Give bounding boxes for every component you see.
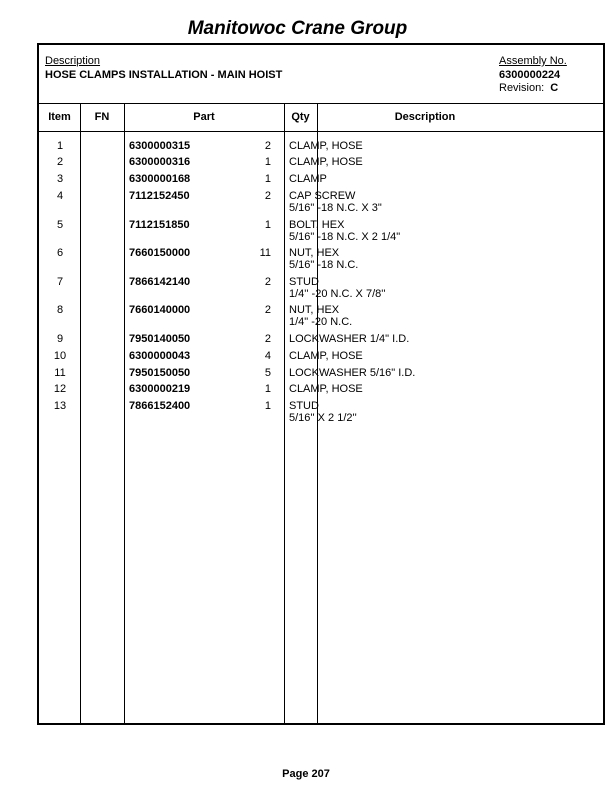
item-number: 10 xyxy=(53,350,67,362)
quantity: 5 xyxy=(264,367,271,379)
part-description xyxy=(289,304,352,328)
item-number: 11 xyxy=(54,367,66,379)
part-number: 7866142140 xyxy=(129,276,191,288)
description-line-1: CLAMP, HOSE xyxy=(289,350,363,362)
part-number: 7950150050 xyxy=(129,367,191,379)
quantity: 2 xyxy=(264,333,271,345)
part-number: 6300000219 xyxy=(129,383,191,395)
quantity: 1 xyxy=(264,219,271,231)
part-number: 6300000043 xyxy=(129,350,191,362)
part-description xyxy=(289,219,400,243)
column-header-qty: Qty xyxy=(291,111,310,123)
description-line-1: BOLT, HEX xyxy=(289,219,345,231)
item-number: 13 xyxy=(53,400,67,412)
description-label: Description xyxy=(45,55,101,67)
page-number: Page 207 xyxy=(282,768,330,780)
description-line-1: CAP SCREW xyxy=(289,190,356,202)
description-line-2: 5/16" -18 N.C. xyxy=(289,259,359,271)
column-header-description: Description xyxy=(394,111,456,123)
description-line-1: STUD xyxy=(289,276,319,288)
part-description xyxy=(289,140,363,152)
description-line-2: 5/16" -18 N.C. X 2 1/4" xyxy=(289,231,401,243)
column-divider xyxy=(124,104,125,723)
item-number: 9 xyxy=(56,333,64,345)
column-divider xyxy=(284,104,285,723)
column-header-fn: FN xyxy=(94,111,110,123)
column-header-part: Part xyxy=(193,111,215,123)
description-line-1: STUD xyxy=(289,400,319,412)
part-number: 7660150000 xyxy=(129,247,191,259)
item-number: 7 xyxy=(56,276,64,288)
item-number: 1 xyxy=(56,140,64,152)
description-line-2: 1/4" -20 N.C. xyxy=(289,316,353,328)
quantity: 2 xyxy=(264,140,271,152)
revision-value: C xyxy=(550,82,559,94)
description-line-1: CLAMP, HOSE xyxy=(289,156,363,168)
table-header-row xyxy=(39,104,603,132)
part-number: 7112151850 xyxy=(129,219,190,231)
item-number: 3 xyxy=(56,173,64,185)
description-line-1: NUT, HEX xyxy=(289,304,340,316)
part-description xyxy=(289,400,357,424)
quantity: 2 xyxy=(264,190,271,202)
quantity: 2 xyxy=(264,276,271,288)
description-line-1: CLAMP xyxy=(289,173,327,185)
description-line-2: 1/4'' -20 N.C. X 7/8'' xyxy=(289,288,386,300)
description-line-1: LOCKWASHER 5/16" I.D. xyxy=(289,367,416,379)
quantity: 1 xyxy=(264,156,271,168)
revision-label: Revision: xyxy=(499,82,545,94)
assembly-label: Assembly No. xyxy=(499,55,567,67)
item-number: 8 xyxy=(56,304,64,316)
part-number: 7112152450 xyxy=(129,190,190,202)
part-number: 7950140050 xyxy=(129,333,191,345)
part-number: 6300000316 xyxy=(129,156,191,168)
description-line-1: LOCKWASHER 1/4" I.D. xyxy=(289,333,410,345)
part-description xyxy=(289,156,363,168)
part-number: 7866152400 xyxy=(129,400,191,412)
part-description xyxy=(289,247,358,271)
item-number: 5 xyxy=(56,219,64,231)
quantity: 1 xyxy=(264,383,271,395)
description-line-1: NUT, HEX xyxy=(289,247,340,259)
column-header-item: Item xyxy=(48,111,71,123)
quantity: 11 xyxy=(259,247,271,259)
item-number: 12 xyxy=(53,383,67,395)
part-description xyxy=(289,276,385,300)
part-description xyxy=(289,333,409,345)
part-number: 7660140000 xyxy=(129,304,191,316)
item-number: 6 xyxy=(56,247,64,259)
part-description xyxy=(289,383,363,395)
company-title: Manitowoc Crane Group xyxy=(187,18,408,39)
revision xyxy=(499,82,558,94)
description-line-2: 5/16'' X 2 1/2'' xyxy=(289,412,357,424)
part-description xyxy=(289,173,327,185)
assembly-number: 6300000224 xyxy=(499,69,561,81)
description-value: HOSE CLAMPS INSTALLATION - MAIN HOIST xyxy=(45,69,283,81)
quantity: 1 xyxy=(264,173,271,185)
description-line-2: 5/16" -18 N.C. X 3" xyxy=(289,202,382,214)
parts-table xyxy=(37,43,605,725)
part-description xyxy=(289,367,415,379)
part-description xyxy=(289,190,382,214)
quantity: 1 xyxy=(264,400,271,412)
quantity: 4 xyxy=(264,350,271,362)
part-number: 6300000315 xyxy=(129,140,191,152)
quantity: 2 xyxy=(264,304,271,316)
description-line-1: CLAMP, HOSE xyxy=(289,383,363,395)
item-number: 4 xyxy=(56,190,64,202)
part-number: 6300000168 xyxy=(129,173,191,185)
assembly-header xyxy=(39,45,603,104)
item-number: 2 xyxy=(56,156,64,168)
part-description xyxy=(289,350,363,362)
description-line-1: CLAMP, HOSE xyxy=(289,140,363,152)
